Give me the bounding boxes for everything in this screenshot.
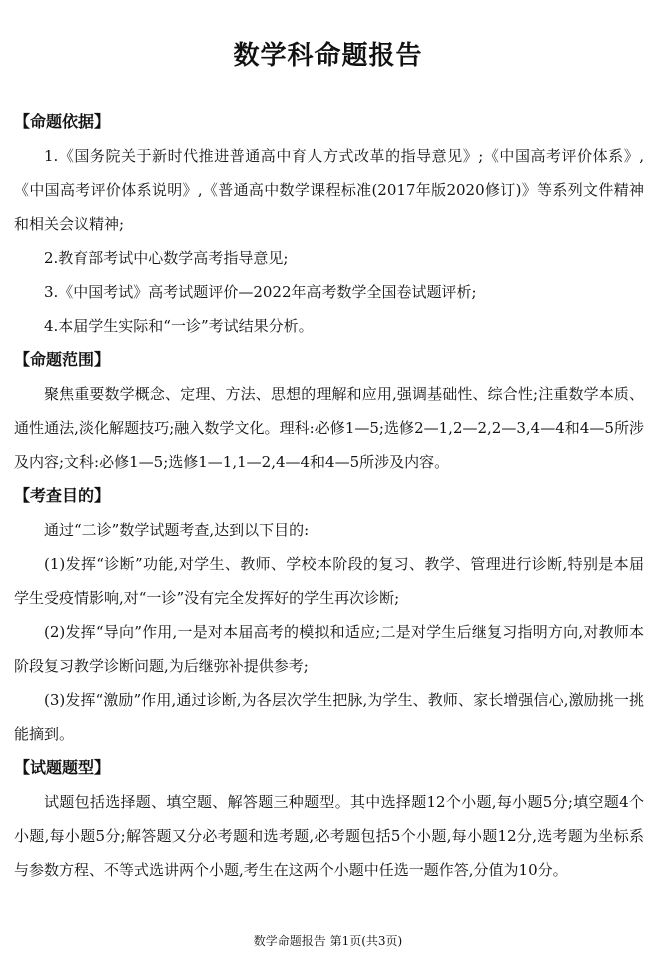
section-purpose: [14, 479, 644, 751]
section-heading-basis: 【命题依据】: [14, 112, 111, 131]
section-heading-scope: 【命题范围】: [14, 350, 111, 369]
paragraph: (2)发挥“导向”作用,一是对本届高考的模拟和适应;二是对学生后继复习指明方向,对教师本阶段复习教学诊断问题,为后继弥补提供参考;: [14, 623, 644, 675]
page-footer: 数学命题报告 第1页(共3页): [253, 934, 403, 948]
section-heading-question-types: 【试题题型】: [14, 758, 111, 777]
page-title: 数学科命题报告: [233, 41, 423, 71]
document-body: [14, 105, 644, 887]
section-basis: [14, 105, 644, 343]
section-question-types: [14, 751, 644, 887]
section-heading-purpose: 【考查目的】: [14, 486, 111, 505]
paragraph: 3.《中国考试》高考试题评价—2022年高考数学全国卷试题评析;: [44, 283, 477, 301]
paragraph: 通过“二诊”数学试题考查,达到以下目的:: [44, 521, 310, 539]
paragraph: (3)发挥“激励”作用,通过诊断,为各层次学生把脉,为学生、教师、家长增强信心,激励挑一挑能摘到。: [14, 691, 644, 743]
paragraph: (1)发挥“诊断”功能,对学生、教师、学校本阶段的复习、教学、管理进行诊断,特别是本届学生受疫情影响,对“一诊”没有完全发挥好的学生再次诊断;: [14, 555, 644, 607]
paragraph: 1.《国务院关于新时代推进普通高中育人方式改革的指导意见》;《中国高考评价体系》,《中国高考评价体系说明》,《普通高中数学课程标准(2017年版2020修订)》等系列文件精神和相关会议精神;: [14, 147, 644, 233]
section-scope: [14, 343, 644, 479]
paragraph: 4.本届学生实际和“一诊”考试结果分析。: [44, 317, 314, 335]
paragraph: 聚焦重要数学概念、定理、方法、思想的理解和应用,强调基础性、综合性;注重数学本质、通性通法,淡化解题技巧;融入数学文化。理科:必修1—5;选修2—1,2—2,2—3,4—4和4—5所涉及内容;文科:必修1—5;选修1—1,1—2,4—4和4—5所涉及内容。: [14, 385, 644, 471]
paragraph: 试题包括选择题、填空题、解答题三种题型。其中选择题12个小题,每小题5分;填空题4个小题,每小题5分;解答题又分必考题和选考题,必考题包括5个小题,每小题12分,选考题为坐标系与参数方程、不等式选讲两个小题,考生在这两个小题中任选一题作答,分值为10分。: [14, 793, 644, 879]
paragraph: 2.教育部考试中心数学高考指导意见;: [44, 249, 289, 267]
